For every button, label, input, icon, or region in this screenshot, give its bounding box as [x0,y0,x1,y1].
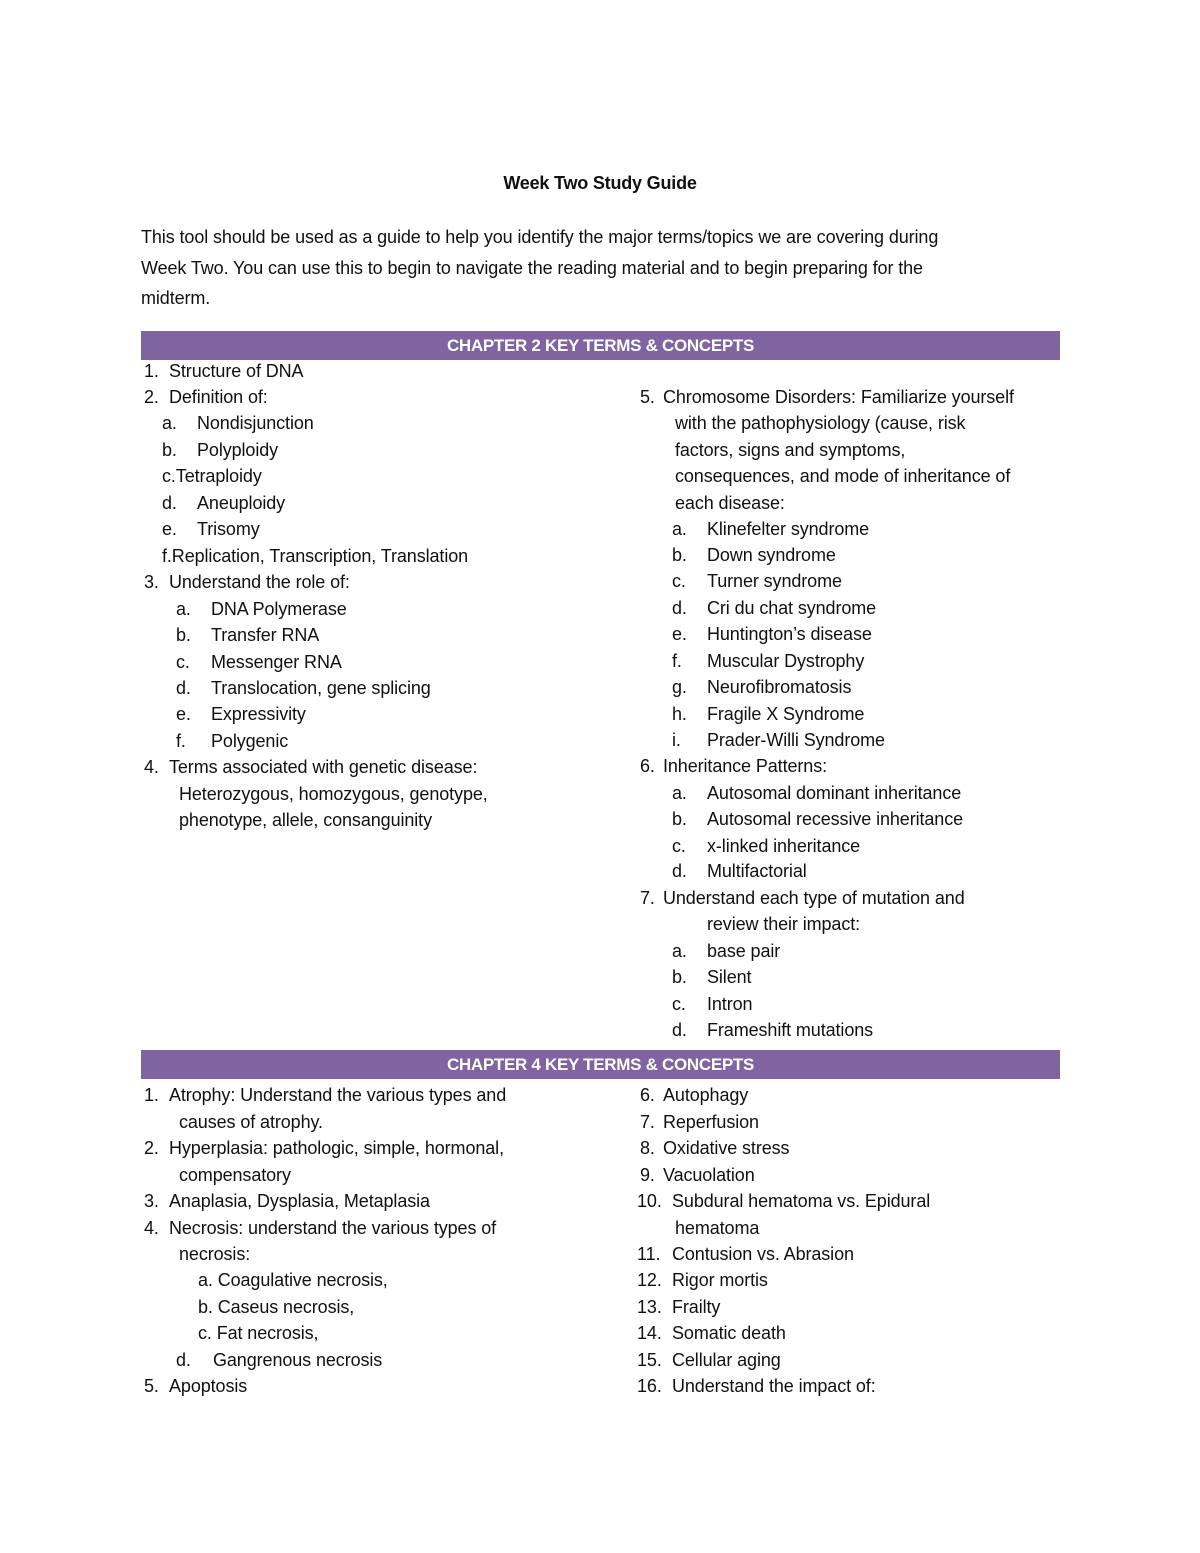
list-marker: d. [672,861,687,881]
list-marker: f. [672,651,682,671]
list-item-text: Anaplasia, Dysplasia, Metaplasia [169,1191,430,1211]
list-marker: a. [672,783,687,803]
list-item-text: Neurofibromatosis [707,677,852,697]
list-item-text: Prader-Willi Syndrome [707,730,885,750]
list-marker: a. [162,413,177,433]
list-marker: b. [672,809,687,829]
list-item-text: Contusion vs. Abrasion [672,1244,854,1264]
list-marker: 2. [144,387,159,407]
list-item-text: phenotype, allele, consanguinity [179,810,432,830]
list-marker: i. [672,730,681,750]
list-marker: 16. [637,1376,662,1396]
list-item-text: review their impact: [707,914,861,934]
list-item-text: Frameshift mutations [707,1020,874,1040]
chapter-4-heading: CHAPTER 4 KEY TERMS & CONCEPTS [141,1050,1060,1079]
list-item-text: Hyperplasia: pathologic, simple, hormonal, [169,1138,504,1158]
list-item-text: compensatory [179,1165,291,1185]
list-item-text: Inheritance Patterns: [663,756,827,776]
list-marker: a. [672,519,687,539]
list-marker: b. [176,625,191,645]
list-item-text: Structure of DNA [169,361,304,381]
list-marker: 13. [637,1297,662,1317]
intro-line: This tool should be used as a guide to help you identify the major terms/topics we are covering during [141,227,939,247]
list-item-text: Reperfusion [663,1112,759,1132]
list-item-text: DNA Polymerase [211,599,347,619]
list-marker: 4. [144,757,159,777]
list-item-text: Huntington’s disease [707,624,872,644]
list-marker: 9. [640,1165,655,1185]
list-item-text: Trisomy [197,519,260,539]
list-item-text: Autosomal dominant inheritance [707,783,962,803]
list-item-text: with the pathophysiology (cause, risk [675,413,966,433]
intro-line: Week Two. You can use this to begin to navigate the reading material and to begin preparing for the [141,257,923,278]
list-item-text: Vacuolation [663,1165,755,1185]
list-marker: 7. [640,888,655,908]
list-marker: 5. [144,1376,159,1396]
list-item-text: Polyploidy [197,440,279,460]
list-item-text: c.Tetraploidy [162,466,262,486]
list-marker: e. [672,624,687,644]
list-item-text: Heterozygous, homozygous, genotype, [179,784,488,804]
list-item-text: Polygenic [211,731,289,751]
list-marker: 12. [637,1270,662,1290]
list-marker: 14. [637,1323,662,1343]
chapter-2-heading: CHAPTER 2 KEY TERMS & CONCEPTS [141,331,1060,360]
list-item-text: causes of atrophy. [179,1112,323,1132]
list-item-text: Klinefelter syndrome [707,519,870,539]
list-marker: 10. [637,1191,662,1211]
list-item-text: Cellular aging [672,1350,781,1370]
list-item-text: Subdural hematoma vs. Epidural [672,1191,931,1211]
page-title: Week Two Study Guide [503,173,697,193]
list-marker: a. [176,599,191,619]
list-item-text: Transfer RNA [211,625,320,645]
list-marker: d. [162,493,177,513]
list-item-text: Somatic death [672,1323,786,1343]
list-item-text: Expressivity [211,704,306,724]
list-item-text: Gangrenous necrosis [213,1350,383,1370]
list-marker: 6. [640,1085,655,1105]
list-marker: 2. [144,1138,159,1158]
list-marker: f. [176,731,186,751]
intro-line: midterm. [141,288,211,308]
list-marker: e. [176,704,191,724]
list-item-text: x-linked inheritance [707,836,861,856]
list-item-text: base pair [707,941,781,961]
list-marker: c. [176,652,190,672]
list-item-text: b. Caseus necrosis, [198,1297,355,1317]
list-item-text: Necrosis: understand the various types of [169,1218,497,1238]
list-item-text: Messenger RNA [211,652,342,672]
list-marker: c. [672,994,686,1014]
list-marker: 3. [144,1191,159,1211]
list-item-text: f.Replication, Transcription, Translation [162,546,469,566]
list-item-text: Silent [707,967,752,987]
list-item-text: factors, signs and symptoms, [675,440,906,460]
list-marker: 3. [144,572,159,592]
list-marker: e. [162,519,177,539]
list-item-text: Cri du chat syndrome [707,598,877,618]
list-item-text: Understand the role of: [169,572,350,592]
list-item-text: Turner syndrome [707,571,842,591]
list-item-text: c. Fat necrosis, [198,1323,319,1343]
list-marker: 11. [637,1244,661,1264]
list-item-text: Multifactorial [707,861,807,881]
list-marker: 1. [144,361,159,381]
list-marker: d. [672,1020,687,1040]
list-item-text: Translocation, gene splicing [211,678,431,698]
list-marker: 6. [640,756,655,776]
list-marker: 5. [640,387,655,407]
list-item-text: Chromosome Disorders: Familiarize yourself [663,387,1014,407]
list-marker: h. [672,704,687,724]
list-item-text: Down syndrome [707,545,836,565]
list-marker: 1. [144,1085,159,1105]
list-item-text: Nondisjunction [197,413,314,433]
list-item-text: Intron [707,994,753,1014]
list-item-text: Apoptosis [169,1376,248,1396]
list-marker: c. [672,571,686,591]
list-marker: d. [176,1350,191,1370]
list-item-text: Oxidative stress [663,1138,790,1158]
list-item-text: Terms associated with genetic disease: [169,757,478,777]
list-item-text: Rigor mortis [672,1270,768,1290]
list-marker: a. [672,941,687,961]
list-marker: 7. [640,1112,655,1132]
list-item-text: Definition of: [169,387,268,407]
list-item-text: consequences, and mode of inheritance of [675,466,1011,486]
list-marker: b. [672,545,687,565]
list-item-text: a. Coagulative necrosis, [198,1270,388,1290]
list-marker: g. [672,677,687,697]
list-item-text: Atrophy: Understand the various types and [169,1085,507,1105]
list-marker: 8. [640,1138,655,1158]
list-marker: d. [176,678,191,698]
list-item-text: necrosis: [179,1244,251,1264]
list-item-text: Understand the impact of: [672,1376,876,1396]
list-marker: b. [162,440,177,460]
list-marker: c. [672,836,686,856]
list-item-text: Muscular Dystrophy [707,651,865,671]
list-item-text: Aneuploidy [197,493,286,513]
list-item-text: Autophagy [663,1085,749,1105]
list-marker: 15. [637,1350,662,1370]
list-item-text: Fragile X Syndrome [707,704,865,724]
list-item-text: Frailty [672,1297,721,1317]
list-marker: b. [672,967,687,987]
list-item-text: hematoma [675,1218,760,1238]
intro-paragraph [141,222,1061,314]
list-item-text: Understand each type of mutation and [663,888,965,908]
list-marker: d. [672,598,687,618]
list-item-text: each disease: [675,493,785,513]
list-item-text: Autosomal recessive inheritance [707,809,964,829]
list-marker: 4. [144,1218,159,1238]
